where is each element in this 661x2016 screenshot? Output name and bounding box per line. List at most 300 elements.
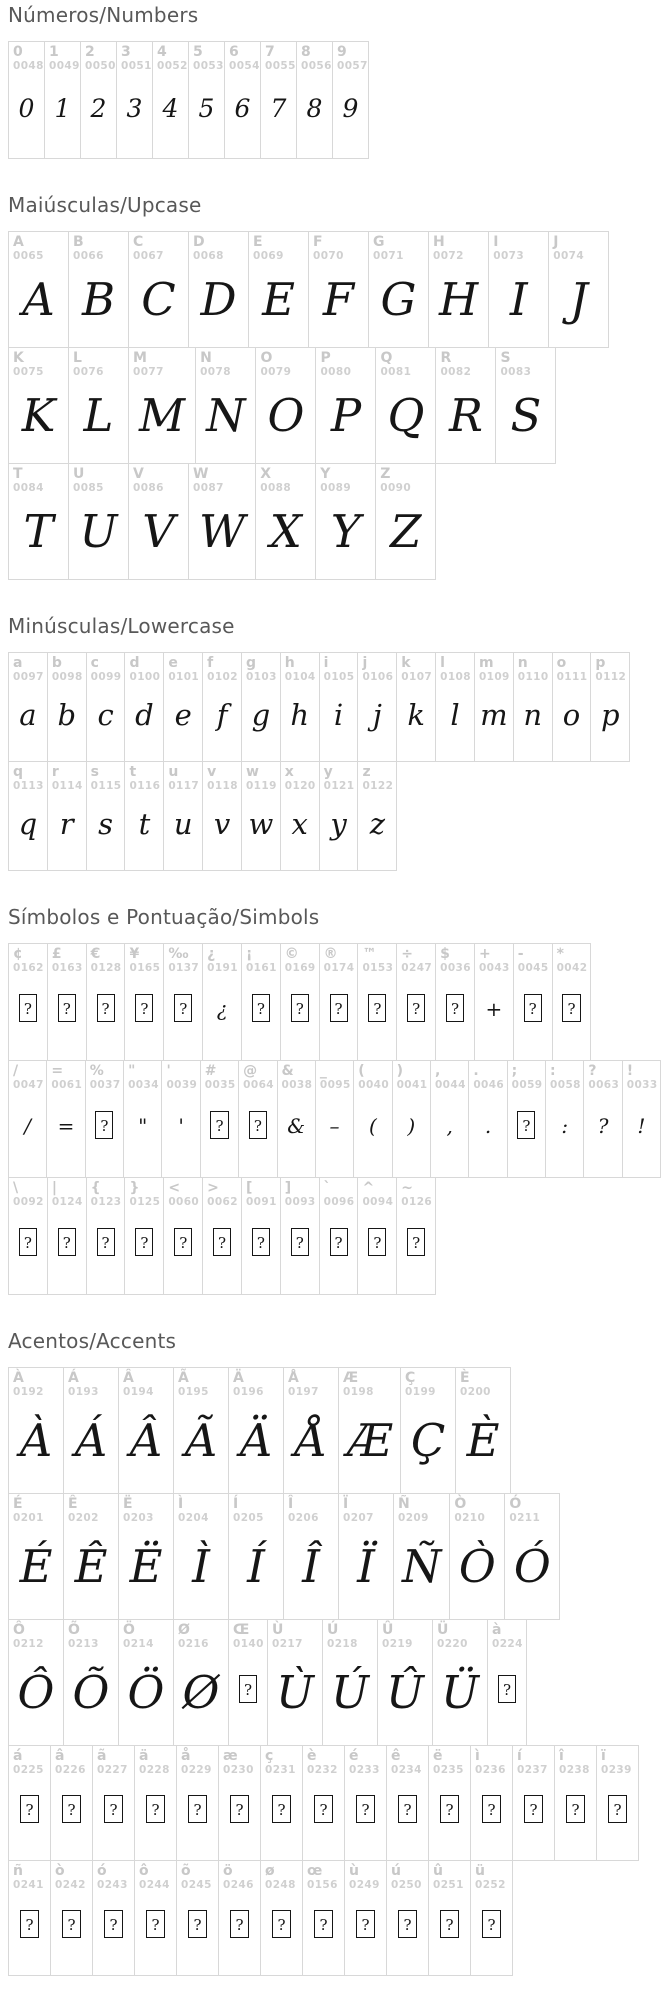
glyph-cell: [92, 1745, 135, 1861]
glyph-preview: N: [206, 389, 246, 443]
cell-head: [48, 653, 86, 683]
glyph-char-label: ^: [362, 1180, 375, 1196]
missing-glyph-box: ?: [517, 1111, 535, 1139]
missing-glyph-box: ?: [330, 994, 348, 1022]
glyph-cell: [338, 1367, 401, 1494]
cell-head: [177, 1746, 218, 1776]
cell-head: [320, 944, 358, 974]
cell-head: [256, 348, 315, 378]
glyph-preview: =: [57, 1114, 75, 1139]
glyph-preview: 2: [90, 93, 107, 123]
glyph-code-label: 0205: [233, 1511, 264, 1524]
glyph-code-label: 0156: [307, 1878, 338, 1891]
glyph-preview: E: [262, 273, 295, 327]
glyph-code-label: 0096: [323, 1195, 355, 1208]
missing-glyph-box: ?: [356, 1795, 374, 1823]
cell-head: [93, 1861, 134, 1891]
glyph-preview: D: [200, 273, 237, 327]
glyph-char-label: å: [181, 1748, 191, 1764]
cell-head: [153, 42, 188, 72]
glyph-preview: [320, 974, 358, 1060]
glyph-code-label: 0230: [223, 1763, 254, 1776]
glyph-preview: K: [21, 389, 56, 443]
glyph-cell: [86, 652, 126, 762]
glyph-char-label: E: [253, 234, 263, 250]
cell-head: [129, 464, 188, 494]
glyph-code-label: 0191: [207, 961, 238, 974]
glyph-preview: Q: [387, 389, 425, 443]
glyph-char-label: y: [323, 764, 333, 780]
glyph-code-label: 0100: [129, 670, 161, 683]
glyph-code-label: 0174: [323, 961, 355, 974]
cell-head: [281, 653, 319, 683]
glyph-char-label: P: [320, 350, 331, 366]
glyph-preview: [397, 1208, 435, 1294]
glyph-cell: [202, 943, 242, 1061]
glyph-code-label: 0080: [320, 365, 352, 378]
glyph-code-label: 0236: [475, 1763, 506, 1776]
glyph-code-label: 0107: [401, 670, 433, 683]
glyph-cell: [267, 1619, 323, 1746]
glyph-cell: [248, 231, 309, 348]
glyph-code-label: 0060: [168, 1195, 200, 1208]
cell-head: [549, 232, 608, 262]
glyph-code-label: 0089: [320, 481, 352, 494]
glyph-preview: e: [174, 698, 192, 733]
cell-head: [87, 1178, 125, 1208]
missing-glyph-box: ?: [566, 1795, 584, 1823]
glyph-cell: [319, 761, 359, 871]
cell-head: [489, 232, 548, 262]
glyph-code-label: 0115: [90, 779, 122, 792]
glyph-preview: x: [291, 807, 308, 842]
glyph-code-label: 0104: [284, 670, 316, 683]
glyph-code-label: 0085: [73, 481, 104, 494]
cell-head: [597, 1746, 638, 1776]
cell-head: [261, 42, 296, 72]
glyph-preview: [177, 1891, 218, 1975]
glyph-char-label: {: [90, 1180, 101, 1196]
cell-head: [369, 232, 428, 262]
glyph-code-label: 0124: [51, 1195, 83, 1208]
missing-glyph-box: ?: [252, 1228, 270, 1256]
glyph-char-label: D: [193, 234, 205, 250]
glyph-code-label: 0053: [193, 59, 224, 72]
glyph-preview: v: [213, 807, 231, 842]
glyph-char-label: I: [493, 234, 499, 250]
glyph-preview: +: [485, 997, 503, 1022]
glyph-code-label: 0111: [556, 670, 588, 683]
glyph-code-label: 0243: [97, 1878, 128, 1891]
glyph-char-label: Û: [382, 1622, 394, 1638]
missing-glyph-box: ?: [20, 1795, 38, 1823]
glyph-code-label: 0249: [349, 1878, 380, 1891]
glyph-cell: [188, 231, 249, 348]
glyph-char-label: é: [349, 1748, 359, 1764]
glyph-preview: [261, 1776, 302, 1860]
cell-head: [239, 1061, 276, 1091]
glyph-preview: g: [251, 698, 271, 733]
glyph-cell: [152, 41, 189, 159]
glyph-cell: [283, 1493, 339, 1620]
glyph-preview: Ã: [184, 1414, 218, 1468]
glyph-code-label: 0211: [509, 1511, 541, 1524]
glyph-preview: Õ: [72, 1666, 110, 1720]
glyph-cell: [8, 1060, 47, 1178]
glyph-cell: [449, 1493, 505, 1620]
cell-head: [436, 944, 474, 974]
glyph-code-label: 0199: [405, 1385, 436, 1398]
glyph-cell: [474, 652, 514, 762]
glyph-cell: [173, 1619, 229, 1746]
glyph-preview: [219, 1891, 260, 1975]
glyph-preview: [87, 974, 125, 1060]
glyph-char-label: Œ: [233, 1622, 250, 1638]
glyph-preview: [242, 1208, 280, 1294]
cell-head: [242, 1178, 280, 1208]
glyph-code-label: 0226: [55, 1763, 86, 1776]
glyph-cell: [435, 347, 496, 464]
cell-head: [135, 1746, 176, 1776]
cell-head: [69, 464, 128, 494]
glyph-cell: [241, 1177, 281, 1295]
missing-glyph-box: ?: [135, 994, 153, 1022]
glyph-preview: &: [287, 1114, 306, 1139]
glyph-char-label: a: [13, 655, 23, 671]
glyph-cell: [173, 1493, 229, 1620]
glyph-code-label: 0043: [478, 961, 510, 974]
glyph-code-label: 0252: [475, 1878, 506, 1891]
cell-head: [345, 1746, 386, 1776]
glyph-grid: [8, 943, 661, 1295]
glyph-preview: 1: [54, 93, 71, 123]
glyph-preview: c: [97, 698, 114, 733]
glyph-char-label: ': [166, 1063, 171, 1079]
glyph-code-label: 0095: [319, 1078, 351, 1091]
glyph-row: [8, 41, 661, 159]
glyph-cell: [200, 1060, 239, 1178]
glyph-preview: o: [562, 698, 581, 733]
glyph-cell: [161, 1060, 200, 1178]
glyph-char-label: Ô: [13, 1622, 25, 1638]
glyph-cell: [50, 1860, 93, 1976]
cell-head: [450, 1494, 504, 1524]
cell-head: [397, 944, 435, 974]
cell-head: [51, 1861, 92, 1891]
glyph-code-label: 0229: [181, 1763, 212, 1776]
glyph-char-label: Ï: [343, 1496, 349, 1512]
glyph-char-label: ö: [223, 1863, 233, 1879]
cell-head: [354, 1061, 391, 1091]
glyph-cell: [47, 652, 87, 762]
glyph-code-label: 0112: [595, 670, 627, 683]
glyph-cell: [8, 1177, 48, 1295]
glyph-char-label: Ç: [405, 1370, 416, 1386]
glyph-char-label: k: [401, 655, 411, 671]
glyph-cell: [8, 231, 69, 348]
glyph-cell: [435, 943, 475, 1061]
glyph-cell: [315, 1060, 354, 1178]
glyph-preview: È: [466, 1414, 500, 1468]
missing-glyph-box: ?: [62, 1795, 80, 1823]
glyph-preview: j: [372, 698, 382, 733]
glyph-char-label: #: [204, 1063, 217, 1079]
cell-head: [129, 348, 195, 378]
glyph-preview: U: [79, 505, 118, 559]
glyph-cell: [134, 1860, 177, 1976]
glyph-cell: [47, 943, 87, 1061]
cell-head: [9, 1494, 63, 1524]
glyph-char-label: $: [440, 946, 450, 962]
glyph-cell: [315, 463, 376, 580]
glyph-char-label: p: [595, 655, 606, 671]
cell-head: [45, 42, 80, 72]
glyph-preview: Å: [294, 1414, 328, 1468]
cell-head: [475, 944, 513, 974]
glyph-cell: [176, 1860, 219, 1976]
glyph-preview: [397, 974, 435, 1060]
missing-glyph-box: ?: [314, 1910, 332, 1938]
glyph-code-label: 0046: [473, 1078, 505, 1091]
glyph-code-label: 0238: [559, 1763, 590, 1776]
glyph-preview: Ñ: [402, 1540, 442, 1594]
glyph-char-label: M: [133, 350, 147, 366]
missing-glyph-box: ?: [62, 1910, 80, 1938]
glyph-row: [8, 652, 661, 762]
cell-head: [358, 944, 396, 974]
glyph-char-label: e: [168, 655, 178, 671]
glyph-char-label: ©: [284, 946, 299, 962]
glyph-cell: [163, 943, 203, 1061]
glyph-cell: [338, 1493, 394, 1620]
glyph-cell: [241, 652, 281, 762]
glyph-char-label: ÷: [401, 946, 414, 962]
glyph-cell: [322, 1619, 378, 1746]
cell-head: [281, 944, 319, 974]
cell-head: [189, 42, 224, 72]
glyph-char-label: ó: [97, 1863, 107, 1879]
cell-head: [203, 653, 241, 683]
glyph-char-label: w: [245, 764, 259, 780]
glyph-char-label: -: [517, 946, 524, 962]
glyph-preview: B: [81, 273, 116, 327]
cell-head: [48, 1178, 86, 1208]
missing-glyph-box: ?: [398, 1795, 416, 1823]
cell-head: [358, 653, 396, 683]
cell-head: [591, 653, 629, 683]
glyph-cell: [44, 41, 81, 159]
glyph-preview: n: [523, 698, 543, 733]
glyph-code-label: 0069: [253, 249, 284, 262]
glyph-char-label: ™: [362, 946, 377, 962]
glyph-cell: [260, 41, 297, 159]
glyph-preview: Z: [390, 505, 422, 559]
glyph-code-label: 0203: [123, 1511, 154, 1524]
cell-head: [177, 1861, 218, 1891]
cell-head: [553, 944, 591, 974]
glyph-preview: [9, 1208, 47, 1294]
glyph-cell: [118, 1367, 174, 1494]
cell-head: [164, 1178, 202, 1208]
glyph-char-label: ü: [475, 1863, 485, 1879]
glyph-char-label: f: [207, 655, 214, 671]
cell-head: [320, 653, 358, 683]
glyph-row: [8, 761, 661, 871]
glyph-cell: [218, 1860, 261, 1976]
glyph-code-label: 0128: [90, 961, 122, 974]
glyph-preview: [553, 974, 591, 1060]
glyph-char-label: Í: [233, 1496, 239, 1512]
cell-head: [225, 42, 260, 72]
cell-head: [284, 1494, 338, 1524]
glyph-code-label: 0061: [51, 1078, 83, 1091]
glyph-code-label: 0140: [233, 1637, 264, 1650]
glyph-char-label: ¢: [13, 946, 23, 962]
glyph-preview: [261, 1891, 302, 1975]
glyph-code-label: 0075: [13, 365, 44, 378]
glyph-code-label: 0214: [123, 1637, 154, 1650]
glyph-char-label: ì: [475, 1748, 480, 1764]
glyph-char-label: }: [129, 1180, 140, 1196]
glyph-preview: Ú: [331, 1666, 369, 1720]
glyph-code-label: 0219: [382, 1637, 413, 1650]
glyph-code-label: 0041: [396, 1078, 428, 1091]
glyph-cell: [238, 1060, 277, 1178]
glyph-code-label: 0224: [492, 1637, 523, 1650]
missing-glyph-box: ?: [135, 1228, 153, 1256]
glyph-char-label: Ê: [68, 1496, 78, 1512]
glyph-code-label: 0231: [265, 1763, 296, 1776]
glyph-cell: [46, 1060, 85, 1178]
cell-head: [189, 232, 248, 262]
glyph-cell: [241, 761, 281, 871]
glyph-code-label: 0074: [553, 249, 585, 262]
cell-head: [514, 653, 552, 683]
glyph-code-label: 0108: [440, 670, 471, 683]
glyph-preview: S: [510, 389, 542, 443]
glyph-code-label: 0225: [13, 1763, 44, 1776]
glyph-cell: [85, 1060, 124, 1178]
glyph-code-label: 0233: [349, 1763, 380, 1776]
glyph-cell: [123, 1060, 162, 1178]
glyph-preview: [229, 1650, 267, 1745]
glyph-code-label: 0227: [97, 1763, 128, 1776]
glyph-row: [8, 1745, 661, 1861]
glyph-char-label: O: [260, 350, 273, 366]
glyph-code-label: 0052: [157, 59, 188, 72]
cell-head: [201, 1061, 238, 1091]
cell-head: [345, 1861, 386, 1891]
glyph-cell: [590, 652, 630, 762]
glyph-char-label: ): [396, 1063, 403, 1079]
glyph-preview: Ê: [74, 1540, 108, 1594]
glyph-code-label: 0079: [260, 365, 292, 378]
glyph-preview: [345, 1776, 386, 1860]
glyph-cell: [302, 1745, 345, 1861]
glyph-preview: Â: [129, 1414, 163, 1468]
glyph-cell: [319, 652, 359, 762]
glyph-grid: [8, 231, 661, 580]
glyph-cell: [116, 41, 153, 159]
cell-head: [309, 232, 368, 262]
glyph-char-label: &: [281, 1063, 294, 1079]
glyph-code-label: 0119: [245, 779, 277, 792]
glyph-preview: [86, 1091, 123, 1177]
missing-glyph-box: ?: [440, 1910, 458, 1938]
cell-head: [514, 944, 552, 974]
glyph-preview: y: [330, 807, 347, 842]
glyph-preview: P: [330, 389, 362, 443]
glyph-char-label: È: [460, 1370, 470, 1386]
glyph-char-label: |: [51, 1180, 57, 1196]
glyph-code-label: 0210: [454, 1511, 486, 1524]
cell-head: [488, 1620, 526, 1650]
cell-head: [281, 762, 319, 792]
glyph-code-label: 0169: [284, 961, 316, 974]
glyph-char-label: Ë: [123, 1496, 133, 1512]
glyph-cell: [228, 1619, 268, 1746]
cell-head: [431, 1061, 468, 1091]
glyph-char-label: 9: [337, 44, 347, 60]
glyph-preview: É: [19, 1540, 53, 1594]
cell-head: [397, 1178, 435, 1208]
cell-head: [469, 1061, 506, 1091]
glyph-preview: 6: [234, 93, 251, 123]
glyph-preview: [48, 1208, 86, 1294]
glyph-char-label: ä: [139, 1748, 149, 1764]
glyph-code-label: 0113: [13, 779, 44, 792]
cell-head: [129, 232, 188, 262]
glyph-char-label: 6: [229, 44, 239, 60]
cell-head: [397, 653, 435, 683]
glyph-code-label: 0232: [307, 1763, 338, 1776]
glyph-code-label: 0066: [73, 249, 104, 262]
glyph-code-label: 0054: [229, 59, 260, 72]
glyph-char-label: !: [626, 1063, 634, 1079]
cell-head: [162, 1061, 199, 1091]
glyph-preview: [387, 1776, 428, 1860]
glyph-char-label: J: [553, 234, 559, 250]
glyph-row: [8, 231, 661, 348]
glyph-char-label: q: [13, 764, 24, 780]
glyph-char-label: ù: [349, 1863, 359, 1879]
cell-head: [394, 1494, 449, 1524]
glyph-code-label: 0207: [343, 1511, 374, 1524]
glyph-preview: [9, 1891, 50, 1975]
glyph-preview: A: [22, 273, 55, 327]
glyph-char-label: d: [129, 655, 140, 671]
glyph-char-label: L: [73, 350, 82, 366]
cell-head: [471, 1861, 512, 1891]
cell-head: [203, 762, 241, 792]
cell-head: [429, 232, 488, 262]
glyph-cell: [396, 943, 436, 1061]
glyph-preview: [508, 1091, 545, 1177]
glyph-code-label: 0044: [434, 1078, 466, 1091]
glyph-code-label: 0071: [373, 249, 404, 262]
missing-glyph-box: ?: [146, 1795, 164, 1823]
cell-head: [475, 653, 513, 683]
glyph-char-label: o: [556, 655, 567, 671]
cell-head: [203, 1178, 241, 1208]
missing-glyph-box: ?: [368, 994, 386, 1022]
missing-glyph-box: ?: [95, 1111, 113, 1139]
missing-glyph-box: ?: [407, 1228, 425, 1256]
glyph-char-label: 7: [265, 44, 275, 60]
glyph-preview: [513, 1776, 554, 1860]
glyph-code-label: 0033: [626, 1078, 658, 1091]
glyph-preview: 0: [18, 93, 35, 123]
